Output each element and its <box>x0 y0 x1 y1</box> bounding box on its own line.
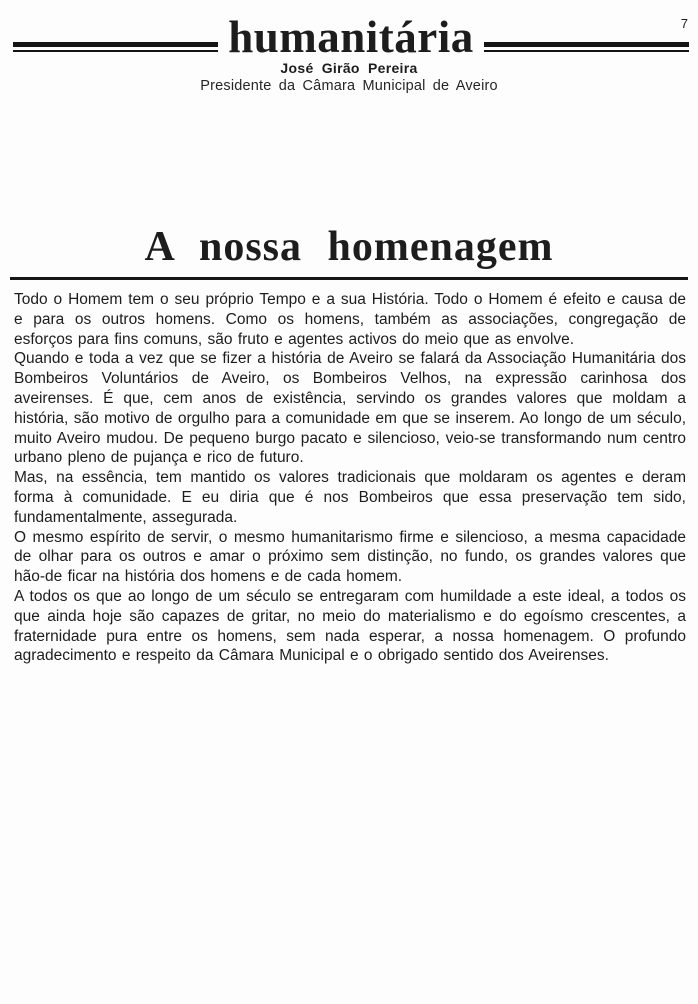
article-paragraph: A todos os que ao longo de um século se entregaram com humildade a este ideal, a todos os que ainda hoje são capazes de gritar, no meio do materialismo e do egoísmo crescentes, a fraternidade pura entre os homens, sem nada esperar, a nossa homenagem. O profundo agradecimento e respeito da Câmara Municipal e o obrigado sentido dos Aveirenses. <box>14 587 686 665</box>
article-paragraph: Todo o Homem tem o seu próprio Tempo e a sua História. Todo o Homem é efeito e causa de e para os outros homens. Como os homens, também as associações, congregação de esforços para fins comuns, são fruto e agentes activos do meio que as envolve. <box>14 291 686 348</box>
masthead-rule-left <box>13 42 218 57</box>
article-body <box>14 290 686 666</box>
article-title-rule <box>10 277 688 280</box>
masthead-rule-left-thin <box>13 50 218 52</box>
masthead-title: humanitária <box>228 12 474 62</box>
masthead-rule-right-thick <box>484 42 689 47</box>
byline <box>0 60 698 95</box>
article-title: A nossa homenagem <box>144 224 554 270</box>
masthead-rule-right <box>484 42 689 57</box>
masthead <box>0 0 698 62</box>
article-paragraph: Mas, na essência, tem mantido os valores tradicionais que moldaram os agentes e deram forma à comunidade. E eu diria que é nos Bombeiros que essa preservação tem sido, fundamentalmente, assegurada. <box>14 469 686 526</box>
article-paragraph: O mesmo espírito de servir, o mesmo humanitarismo firme e silencioso, a mesma capacidade de olhar para os outros e amar o próximo sem distinção, no fundo, os grandes valores que hão-de ficar na história dos homens e de cada homem. <box>14 528 686 586</box>
byline-author: José Girão Pereira <box>280 60 418 76</box>
byline-role: Presidente da Câmara Municipal de Aveiro <box>200 78 498 94</box>
masthead-rule-left-thick <box>13 42 218 47</box>
masthead-rule-right-thin <box>484 50 689 52</box>
article-paragraph: Quando e toda a vez que se fizer a história de Aveiro se falará da Associação Humanitária dos Bombeiros Voluntários de Aveiro, os Bombeiros Velhos, na expressão carinhosa dos aveirenses. É que, cem anos de existência, servindo os grandes valores que moldam a história, são motivo de orgulho para a comunidade em que se inserem. Ao longo de um século, muito Aveiro mudou. De pequeno burgo pacato e silencioso, veio-se transformando num centro urbano pleno de pujança e rico de futuro. <box>14 350 686 467</box>
page-number: 7 <box>680 16 688 31</box>
